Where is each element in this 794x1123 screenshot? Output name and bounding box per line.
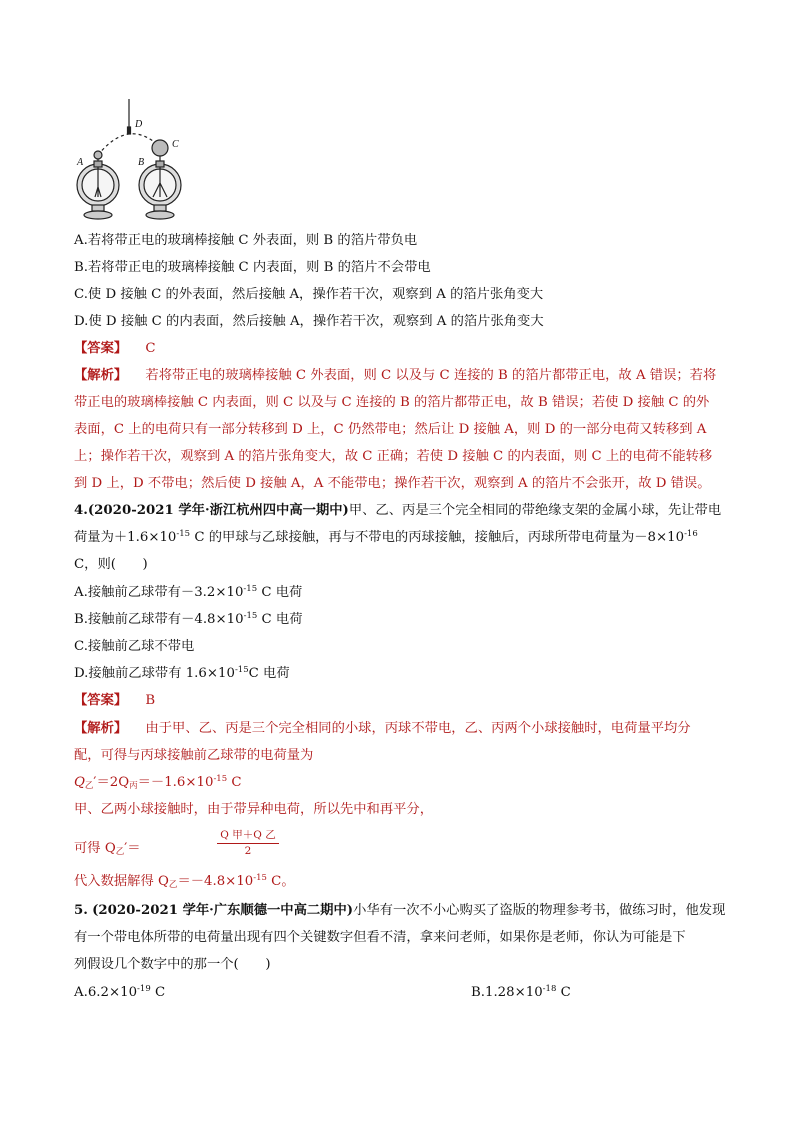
q4-equation-3 — [74, 873, 764, 891]
q4-stem-part: 荷量为＋1.6×10 — [74, 530, 177, 545]
exponent: -19 — [137, 984, 151, 994]
option-text: C — [150, 985, 166, 1000]
exponent: -16 — [684, 529, 698, 539]
sphere-c — [152, 140, 168, 156]
subscript: 乙 — [84, 781, 94, 791]
q4-answer: B — [145, 693, 156, 708]
electroscope-a-knob — [94, 151, 102, 159]
q4-stem-text: 甲、乙、丙是三个完全相同的带绝缘支架的金属小球，先让带电 — [348, 503, 722, 518]
answer-tag: 【答案】 — [74, 693, 128, 708]
exponent: -18 — [542, 984, 557, 994]
q3-analysis-line: 若将带正电的玻璃棒接触 C 外表面，则 C 以及与 C 连接的 B 的箔片都带正电，故 A 错误；若将 — [145, 368, 717, 383]
exponent: -15 — [243, 611, 258, 621]
option-text: A.6.2×10 — [74, 985, 138, 1000]
q5-stem-line-2: 有一个带电体所带的电荷量出现有四个关键数字但看不清，拿来问老师，如果你是老师，你认为可能是下 — [74, 930, 686, 945]
q4-equation-1 — [74, 774, 764, 792]
q4-answer-row — [74, 692, 764, 710]
option-text: C 电荷 — [248, 666, 290, 681]
q3-analysis-line: 表面，C 上的电荷只有一部分转移到 D 上，C 仍然带电；然后让 D 接触 A，则 D 的一部分电荷又转移到 A — [74, 422, 707, 437]
q3-answer-row — [74, 340, 764, 358]
q4-equation-2 — [74, 829, 764, 858]
exponent: -15 — [213, 774, 228, 784]
label-b: B — [138, 157, 145, 168]
subscript: 乙 — [168, 880, 178, 890]
q3-analysis-line: 到 D 上，D 不带电；然后使 D 接触 A，A 不能带电；操作若干次，观察到 A 的箔片不会张开，故 D 错误。 — [74, 476, 711, 491]
q5-option-a — [74, 985, 165, 1000]
exponent: -15 — [176, 529, 191, 539]
q5-stem-line-3: 列假设几个数字中的那一个( ) — [74, 957, 271, 972]
q3-option-a: A.若将带正电的玻璃棒接触 C 外表面，则 B 的箔片带负电 — [74, 233, 418, 248]
q5-stem-text: 小华有一次不小心购买了盗版的物理参考书，做练习时，他发现 — [353, 903, 726, 918]
q5-stem — [74, 902, 764, 920]
label-d: D — [135, 119, 143, 130]
q3-option-c: C.使 D 接触 C 的外表面，然后接触 A，操作若干次，观察到 A 的箔片张角变大 — [74, 287, 544, 302]
option-text: C 电荷 — [257, 585, 303, 600]
option-text: C — [556, 985, 571, 1000]
dashed-arc — [98, 134, 160, 155]
math-text: C。 — [266, 874, 295, 889]
fraction-numerator: Q 甲＋Q 乙 — [217, 828, 279, 844]
math-text: ＝－1.6×10 — [137, 775, 214, 790]
q3-option-d: D.使 D 接触 C 的内表面，然后接触 A，操作若干次，观察到 A 的箔片张角变大 — [74, 314, 544, 329]
q3-option-b: B.若将带正电的玻璃棒接触 C 内表面，则 B 的箔片不会带电 — [74, 260, 431, 275]
q4-number: 4. — [74, 503, 88, 518]
answer-tag: 【答案】 — [74, 341, 128, 356]
q5-options-row — [74, 984, 764, 1002]
q3-analysis-line: 上；操作若干次，观察到 A 的箔片张角变大，故 C 正确；若使 D 接触 C 的内表面，则 C 上的电荷不能转移 — [74, 449, 713, 464]
label-c: C — [172, 139, 179, 150]
q4-analysis-row — [74, 720, 764, 738]
q5-number: 5. — [74, 903, 88, 918]
q4-option-c: C.接触前乙球不带电 — [74, 639, 195, 654]
math-text: ′＝2Q — [93, 775, 130, 790]
analysis-tag: 【解析】 — [74, 721, 128, 736]
q4-stem-line-3: C，则( ) — [74, 557, 148, 572]
option-text: C 电荷 — [257, 612, 303, 627]
exponent: -15 — [234, 665, 249, 675]
q3-analysis-row — [74, 367, 764, 385]
fraction-denominator: 2 — [244, 845, 252, 857]
analysis-tag: 【解析】 — [74, 368, 128, 383]
math-text: C — [227, 775, 242, 790]
q4-stem-part: C 的甲球与乙球接触，再与不带电的丙球接触，接触后，丙球所带电荷量为－8×10 — [190, 530, 685, 545]
option-text: D.接触前乙球带有 1.6×10 — [74, 666, 235, 681]
q4-analysis-line: 甲、乙两小球接触时，由于带异种电荷，所以先中和再平分， — [74, 802, 434, 817]
q4-analysis-line: 由于甲、乙、丙是三个完全相同的小球，丙球不带电，乙、丙两个小球接触时，电荷量平均分 — [145, 721, 691, 736]
fraction — [217, 828, 279, 859]
q4-source: (2020-2021 学年·浙江杭州四中高一期中) — [87, 503, 349, 518]
math-text: 可得 Q — [74, 841, 116, 856]
option-text: B.1.28×10 — [471, 985, 543, 1000]
q4-option-d — [74, 665, 764, 683]
option-text: A.接触前乙球带有－3.2×10 — [74, 585, 244, 600]
electroscope-figure — [70, 97, 200, 225]
exponent: -15 — [253, 873, 267, 883]
q5-source: (2020-2021 学年·广东顺德一中高二期中) — [92, 903, 354, 918]
q4-stem — [74, 502, 764, 520]
q3-analysis-line: 带正电的玻璃棒接触 C 内表面，则 C 以及与 C 连接的 B 的箔片都带正电，故 B 错误；若使 D 接触 C 的外 — [74, 395, 710, 410]
q4-option-b — [74, 611, 764, 629]
math-text: ′＝ — [124, 841, 141, 856]
subscript: 乙 — [115, 847, 125, 857]
math-text: ＝－4.8×10 — [177, 874, 254, 889]
q3-answer: C — [145, 341, 156, 356]
q5-option-b — [471, 984, 571, 1002]
subscript: 丙 — [129, 781, 138, 791]
option-text: B.接触前乙球带有－4.8×10 — [74, 612, 244, 627]
q4-option-a — [74, 584, 764, 602]
math-text: 代入数据解得 Q — [74, 874, 169, 889]
label-a: A — [77, 157, 84, 168]
exponent: -15 — [243, 584, 258, 594]
math-var: Q — [74, 775, 85, 790]
q4-analysis-line: 配，可得与丙球接触前乙球带的电荷量为 — [74, 748, 314, 763]
q4-stem-line-2 — [74, 529, 764, 547]
